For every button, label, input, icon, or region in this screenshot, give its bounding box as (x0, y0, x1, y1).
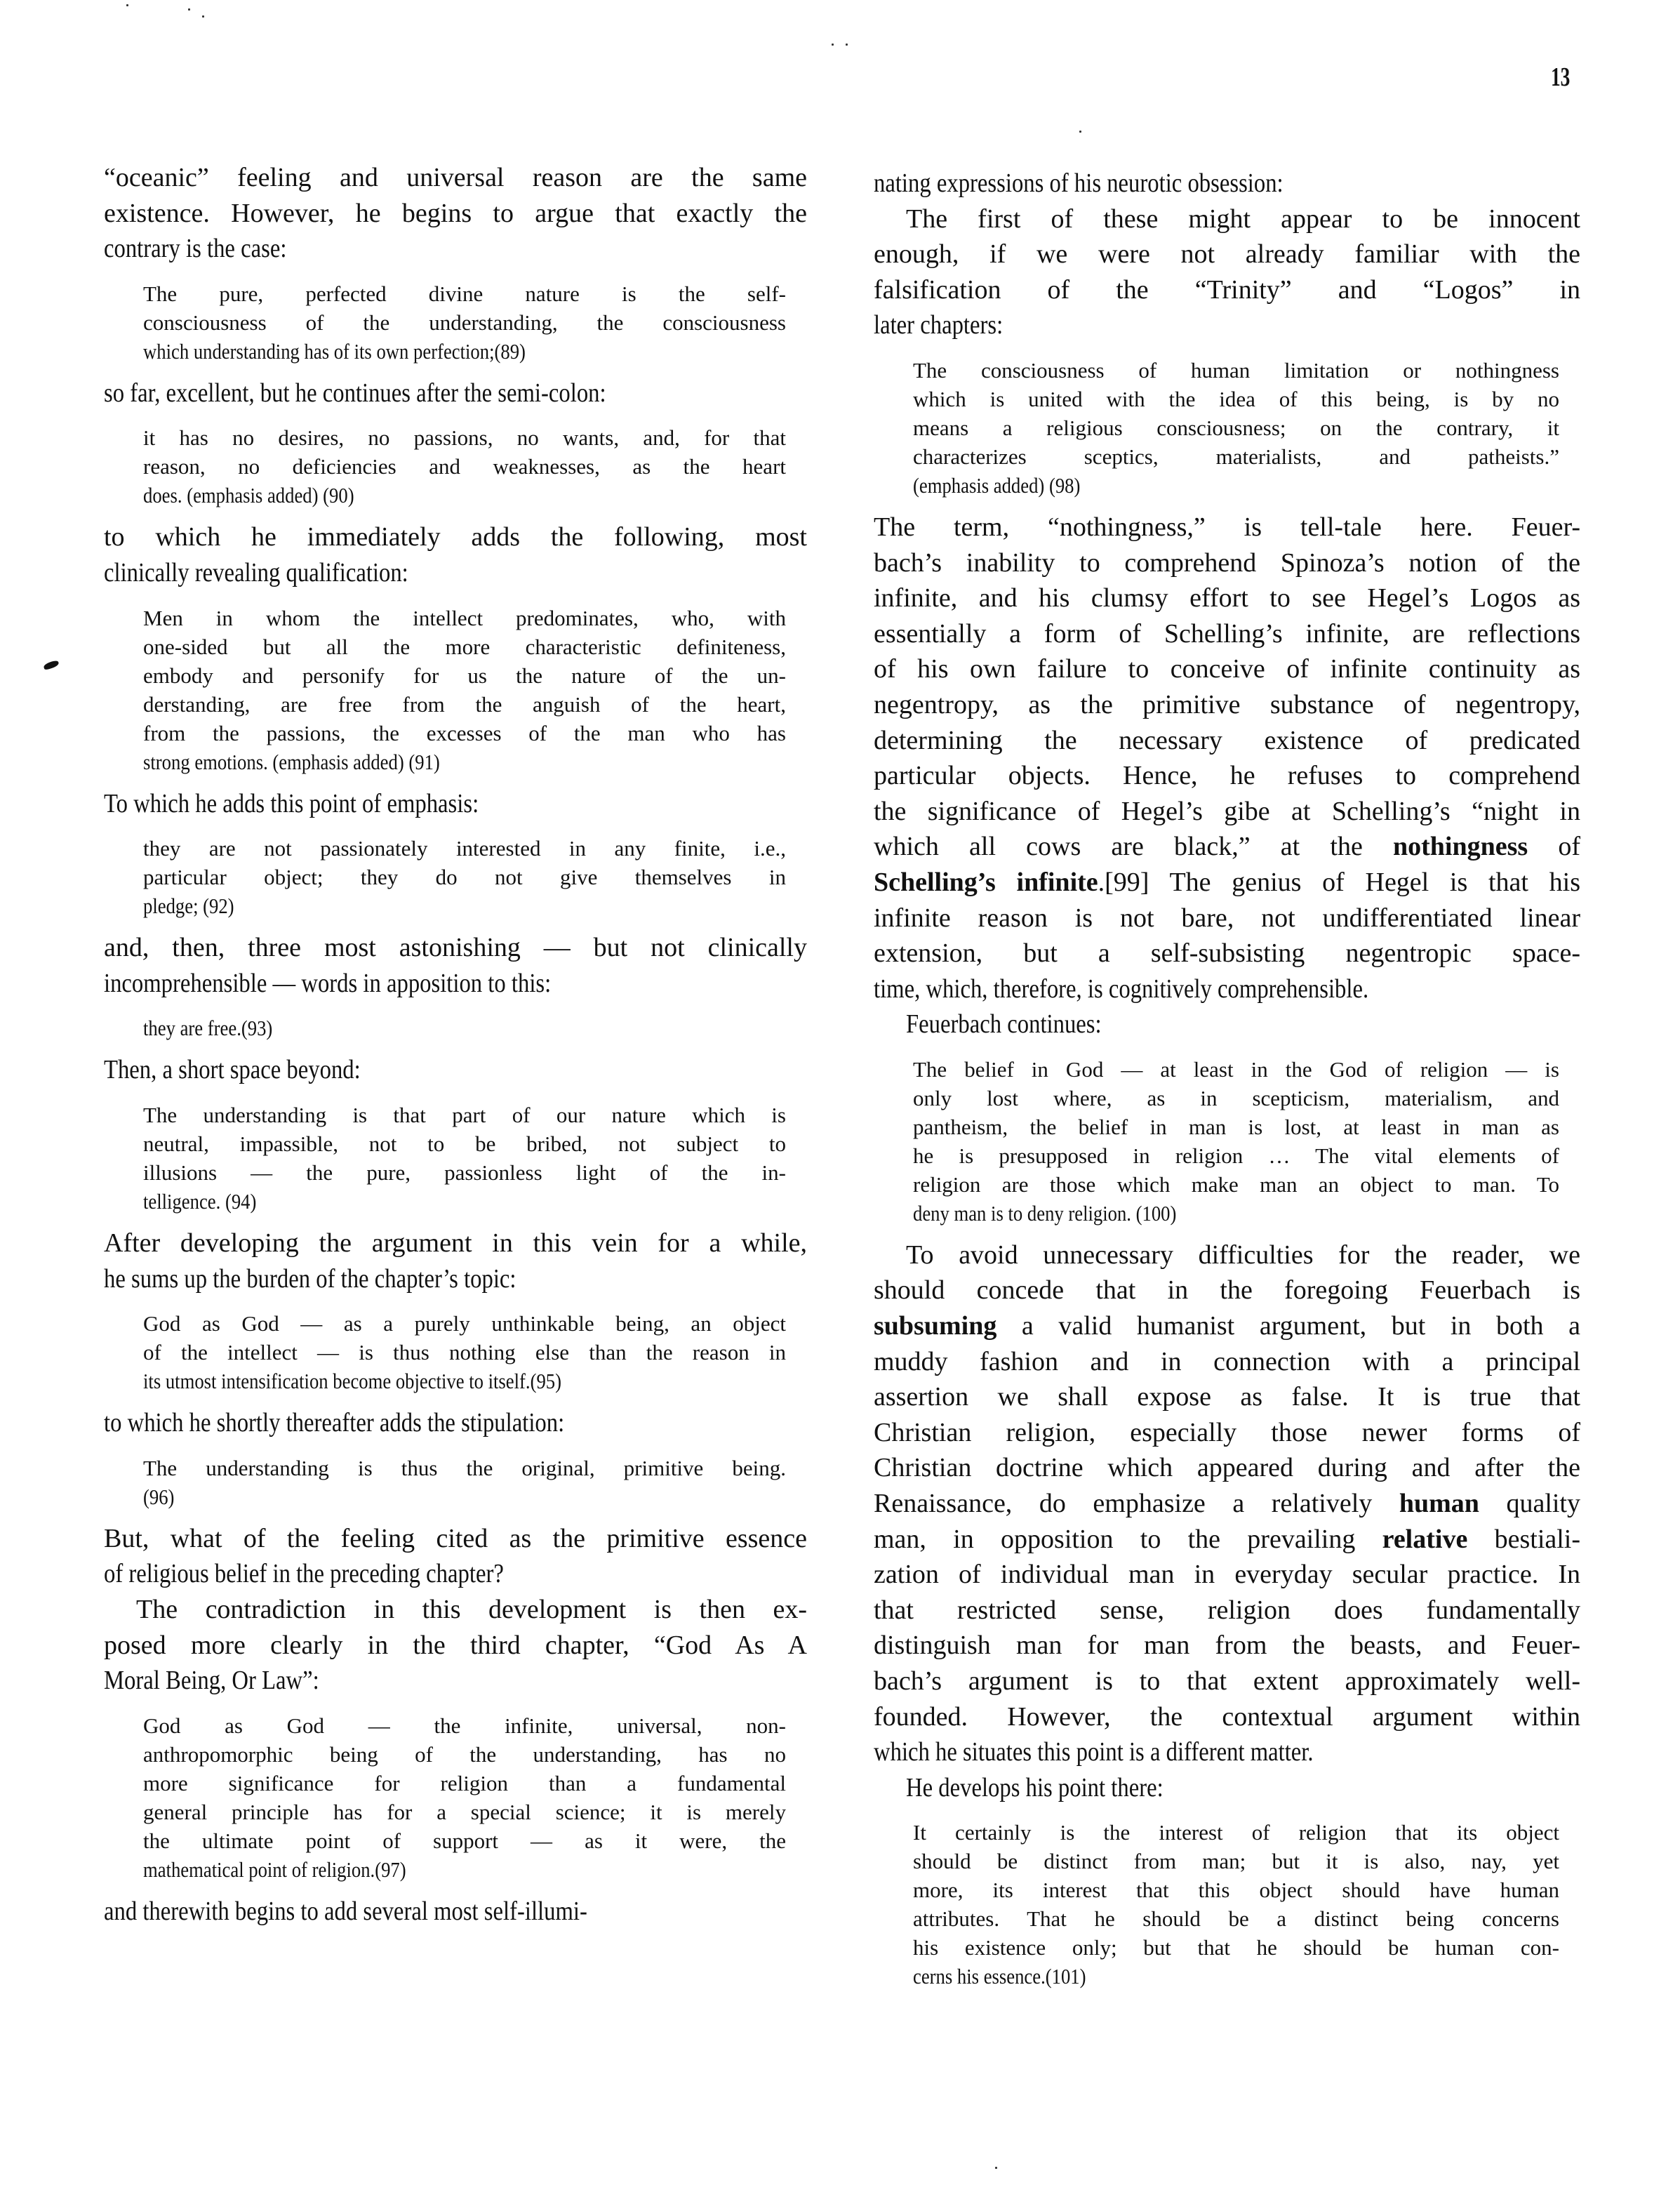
text-line: Moral Being, Or Law”: (104, 1666, 319, 1696)
text-line: they are free.(93) (143, 1016, 273, 1041)
text-line: He develops his point there: (906, 1772, 1164, 1802)
paragraph (874, 166, 1580, 201)
text-line: Then, a short space beyond: (104, 1055, 361, 1085)
text-line: more, its interest that this object should have human (913, 1878, 1559, 1903)
text-line: To which he adds this point of emphasis: (104, 788, 479, 818)
text-line: consciousness of the understanding, the consciousness (143, 310, 786, 335)
left-column (104, 160, 807, 1929)
text-line: “oceanic” feeling and universal reason are the same (104, 163, 807, 192)
block-quote (104, 1309, 807, 1395)
text-line: which is united with the idea of this being, is by no (913, 386, 1559, 411)
text-line: The pure, perfected divine nature is the self- (143, 281, 786, 306)
bold-emphasis: human (1399, 1489, 1479, 1519)
paragraph (104, 1521, 807, 1592)
scan-speck (202, 15, 204, 18)
text-line: distinguish man for man from the beasts, and Feuer- (874, 1631, 1580, 1661)
paragraph (104, 930, 807, 1001)
text-line: The first of these might appear to be innocent (906, 204, 1580, 234)
block-quote (104, 423, 807, 510)
text-line: that restricted sense, religion does fundamentally (874, 1595, 1580, 1625)
paragraph (104, 1405, 807, 1441)
block-quote (104, 1014, 807, 1042)
text-line: means a religious consciousness; on the contrary, it (913, 415, 1559, 440)
text-line: The term, “nothingness,” is tell-tale here. Feuer- (874, 512, 1580, 542)
paragraph (104, 519, 807, 590)
paragraph (104, 376, 807, 411)
text-line: contrary is the case: (104, 234, 287, 264)
scan-speck (188, 8, 190, 11)
block-quote (874, 1055, 1580, 1228)
text-line: illusions — the pure, passionless light of the in- (143, 1160, 786, 1185)
text-line: should be distinct from man; but it is also, nay, yet (913, 1849, 1559, 1874)
text-line: negentropy, as the primitive substance of negentropy, (874, 689, 1580, 719)
paragraph (104, 1592, 807, 1699)
block-quote (874, 1818, 1580, 1991)
text-line: Feuerbach continues: (906, 1009, 1102, 1040)
text-line: characterizes sceptics, materialists, and patheists.” (913, 444, 1559, 469)
text-line: Renaissance, do emphasize a relatively human quality (874, 1489, 1580, 1519)
text-line: should concede that in the foregoing Feuerbach is (874, 1275, 1580, 1306)
text-line: zation of individual man in everyday secular practice. In (874, 1560, 1580, 1590)
text-line: more significance for religion than a fundamental (143, 1770, 786, 1795)
text-line: God as God — as a purely unthinkable being, an object (143, 1311, 786, 1336)
bold-emphasis: relative (1382, 1524, 1468, 1554)
text-line: Christian doctrine which appeared during and after the (874, 1453, 1580, 1483)
text-line: The understanding is that part of our nature which is (143, 1102, 786, 1127)
text-line: essentially a form of Schelling’s infinite, are reflections (874, 618, 1580, 649)
text-line: cerns his essence.(101) (913, 1964, 1086, 1989)
text-line: clinically revealing qualification: (104, 557, 408, 587)
block-quote (104, 834, 807, 920)
text-line: embody and personify for us the nature of the un- (143, 663, 786, 688)
block-quote (104, 1454, 807, 1511)
text-line: strong emotions. (emphasis added) (91) (143, 749, 440, 774)
paragraph (874, 201, 1580, 343)
text-line: it has no desires, no passions, no wants, and, for that (143, 425, 786, 451)
text-line: anthropomorphic being of the understanding, has no (143, 1741, 786, 1767)
text-line: To avoid unnecessary difficulties for the reader, we (906, 1240, 1580, 1270)
scan-speck (1079, 131, 1081, 133)
text-line: But, what of the feeling cited as the primitive essence (104, 1523, 807, 1553)
text-line: telligence. (94) (143, 1188, 257, 1214)
text-line: assertion we shall expose as false. It is true that (874, 1382, 1580, 1412)
text-line: man, in opposition to the prevailing relative bestiali- (874, 1524, 1581, 1554)
text-line: particular objects. Hence, he refuses to comprehend (874, 761, 1580, 791)
text-line: one-sided but all the more characteristic definiteness, (143, 634, 786, 659)
text-line: Christian religion, especially those newer forms of (874, 1417, 1580, 1447)
block-quote (104, 1101, 807, 1216)
text-line: falsification of the “Trinity” and “Logos” in (874, 274, 1580, 305)
text-line: which all cows are black,” at the nothingness of (874, 832, 1581, 862)
text-line: reason, no deficiencies and weaknesses, as the heart (143, 454, 786, 479)
paragraph (874, 1237, 1580, 1770)
text-line: Men in whom the intellect predominates, who, with (143, 605, 786, 630)
text-line: the significance of Hegel’s gibe at Schelling’s “night in (874, 796, 1580, 826)
text-line: time, which, therefore, is cognitively comprehensible. (874, 974, 1369, 1004)
text-line: The contradiction in this development is then ex- (136, 1594, 807, 1624)
text-line: pledge; (92) (143, 894, 234, 919)
text-line: (96) (143, 1484, 175, 1509)
text-line: to which he immediately adds the following, most (104, 522, 807, 552)
text-line: so far, excellent, but he continues after the semi-colon: (104, 378, 606, 408)
text-line: he sums up the burden of the chapter’s topic: (104, 1263, 516, 1294)
text-line: existence. However, he begins to argue that exactly the (104, 198, 807, 228)
text-line: determining the necessary existence of predicated (874, 725, 1580, 755)
text-line: infinite, and his clumsy effort to see Hegel’s Logos as (874, 583, 1580, 613)
text-line: only lost where, as in scepticism, materialism, and (913, 1085, 1559, 1110)
text-line: mathematical point of religion.(97) (143, 1857, 406, 1882)
text-line: enough, if we were not already familiar with the (874, 239, 1580, 270)
text-line: which he situates this point is a different matter. (874, 1737, 1314, 1767)
text-line: It certainly is the interest of religion that its object (913, 1820, 1559, 1845)
text-line: nating expressions of his neurotic obsession: (874, 168, 1284, 198)
text-line: he is presupposed in religion … The vital elements of (913, 1143, 1559, 1168)
text-line: bach’s inability to comprehend Spinoza’s notion of the (874, 547, 1580, 578)
text-line: and therewith begins to add several most self-illumi- (104, 1896, 587, 1926)
right-column (874, 166, 1580, 2000)
text-line: does. (emphasis added) (90) (143, 483, 354, 508)
scan-speck (846, 44, 848, 46)
text-line: After developing the argument in this vein for a while, (104, 1228, 807, 1258)
text-line: of religious belief in the preceding chapter? (104, 1559, 504, 1589)
scan-speck (832, 44, 834, 46)
text-line: the ultimate point of support — as it were, the (143, 1828, 786, 1853)
scan-speck (995, 2167, 997, 2169)
text-line: deny man is to deny religion. (100) (913, 1200, 1177, 1226)
text-line: bach’s argument is to that extent approximately well- (874, 1666, 1580, 1696)
paragraph (874, 1007, 1580, 1042)
block-quote (874, 356, 1580, 500)
text-line: incomprehensible — words in apposition to this: (104, 968, 552, 998)
paragraph (104, 786, 807, 822)
text-line: infinite reason is not bare, not undifferentiated linear (874, 903, 1580, 933)
paragraph (874, 1770, 1580, 1806)
page-number: 13 (1551, 62, 1571, 92)
text-line: pantheism, the belief in man is lost, at least in man as (913, 1114, 1559, 1139)
text-line: its utmost intensification become objective to itself.(95) (143, 1369, 562, 1394)
paragraph (104, 1894, 807, 1930)
text-line: muddy fashion and in connection with a principal (874, 1346, 1580, 1376)
text-line: The belief in God — at least in the God of religion — is (913, 1056, 1559, 1082)
text-line: to which he shortly thereafter adds the stipulation: (104, 1408, 565, 1438)
paragraph (104, 1226, 807, 1296)
paragraph (874, 510, 1580, 1007)
text-line: neutral, impassible, not to be bribed, not subject to (143, 1131, 786, 1156)
text-line: Schelling’s infinite.[99] The genius of Hegel is that his (874, 867, 1580, 897)
text-line: posed more clearly in the third chapter, “God As A (104, 1630, 807, 1660)
text-line: particular object; they do not give themselves in (143, 865, 786, 890)
block-quote (104, 604, 807, 776)
block-quote (104, 279, 807, 366)
text-line: which understanding has of its own perfection;(89) (143, 338, 526, 364)
paragraph (104, 1052, 807, 1088)
bold-emphasis: subsuming (874, 1311, 997, 1341)
text-line: (emphasis added) (98) (913, 472, 1081, 498)
block-quote (104, 1711, 807, 1884)
text-line: extension, but a self-subsisting negentropic space- (874, 938, 1580, 969)
bold-emphasis: nothingness (1392, 832, 1528, 862)
text-line: God as God — the infinite, universal, non- (143, 1713, 786, 1738)
text-line: of the intellect — is thus nothing else than the reason in (143, 1340, 786, 1365)
text-line: later chapters: (874, 310, 1004, 340)
text-line: religion are those which make man an object to man. To (913, 1171, 1559, 1197)
text-line: from the passions, the excesses of the man who has (143, 720, 786, 745)
text-line: they are not passionately interested in any finite, i.e., (143, 836, 786, 861)
text-line: founded. However, the contextual argument within (874, 1701, 1580, 1732)
text-line: general principle has for a special science; it is merely (143, 1799, 786, 1824)
text-line: of his own failure to conceive of infinite continuity as (874, 654, 1580, 684)
margin-ink-mark (43, 660, 60, 670)
text-line: The understanding is thus the original, primitive being. (143, 1455, 786, 1480)
bold-emphasis: Schelling’s infinite (874, 867, 1098, 897)
text-line: subsuming a valid humanist argument, but in both a (874, 1311, 1580, 1341)
scan-speck (126, 4, 128, 6)
text-line: his existence only; but that he should be human con- (913, 1935, 1559, 1960)
text-line: attributes. That he should be a distinct being concerns (913, 1906, 1559, 1932)
paragraph (104, 160, 807, 267)
text-line: derstanding, are free from the anguish of the heart, (143, 691, 786, 717)
text-line: The consciousness of human limitation or nothingness (913, 357, 1559, 383)
text-line: and, then, three most astonishing — but not clinically (104, 933, 807, 963)
